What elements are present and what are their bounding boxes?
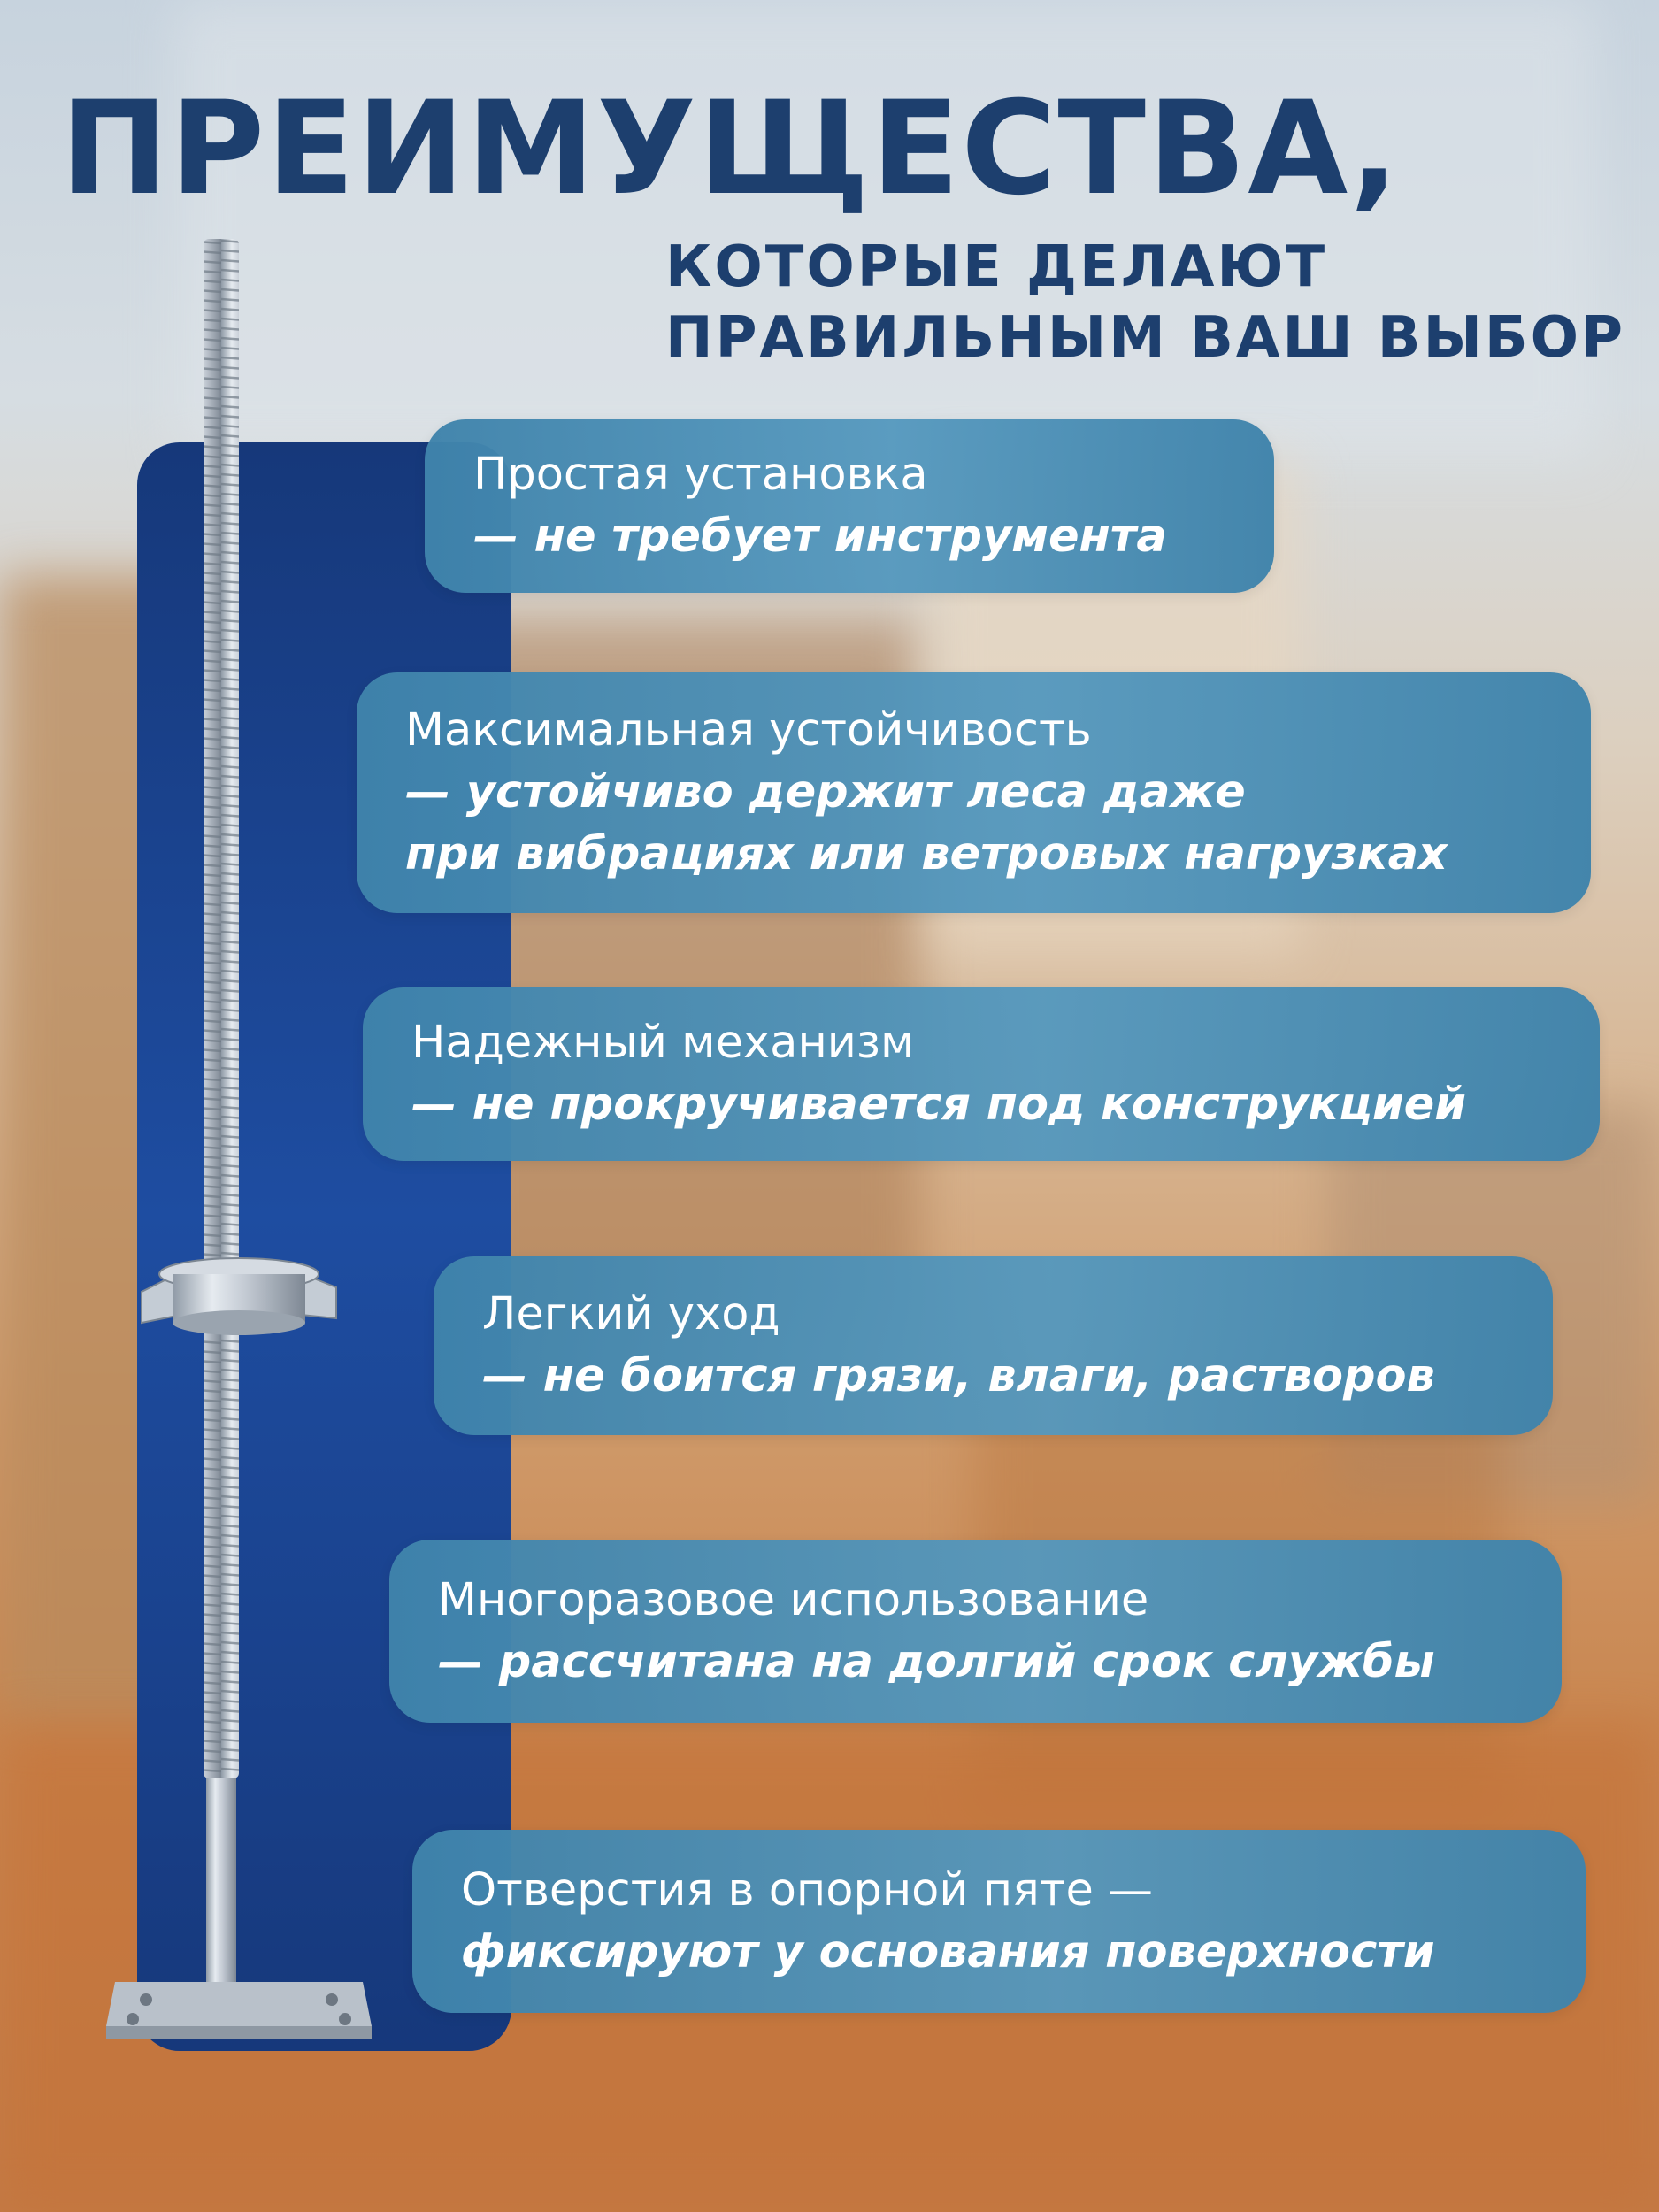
feature-title: Надежный механизм	[411, 1017, 915, 1069]
feature-card-stability	[357, 672, 1591, 913]
feature-card-installation	[425, 419, 1274, 593]
feature-card-reusable	[389, 1540, 1562, 1723]
feature-title: Простая установка	[473, 449, 928, 501]
feature-card-care	[434, 1256, 1553, 1435]
feature-description: — не прокручивается под конструкцией	[411, 1079, 1466, 1131]
subtitle-line-1: КОТОРЫЕ ДЕЛАЮТ	[665, 234, 1328, 300]
page-subtitle	[665, 232, 1625, 373]
subtitle-line-2: ПРАВИЛЬНЫМ ВАШ ВЫБОР	[665, 305, 1625, 371]
feature-title: Легкий уход	[482, 1288, 780, 1340]
feature-card-mechanism	[363, 987, 1600, 1161]
smooth-tube	[206, 1778, 236, 1982]
feature-description: — рассчитана на долгий срок службы	[438, 1635, 1435, 1688]
base-plate-edge	[106, 2026, 372, 2039]
feature-description: фиксируют у основания поверхности	[461, 1925, 1435, 1978]
feature-description: — не требует инструмента	[473, 511, 1167, 563]
feature-title: Максимальная устойчивость	[405, 704, 1092, 757]
feature-title: Отверстия в опорной пяте —	[461, 1863, 1154, 1916]
threaded-rod	[204, 239, 239, 1778]
feature-description: — не боится грязи, влаги, растворов	[482, 1350, 1435, 1402]
page-title: ПРЕИМУЩЕСТВА,	[60, 73, 1401, 224]
feature-description-cont: при вибрациях или ветровых нагрузках	[405, 828, 1448, 880]
feature-card-base-holes	[412, 1830, 1586, 2013]
feature-description: — устойчиво держит леса даже	[405, 766, 1246, 818]
screw-jack-image	[80, 239, 398, 2062]
feature-title: Многоразовое использование	[438, 1573, 1149, 1626]
